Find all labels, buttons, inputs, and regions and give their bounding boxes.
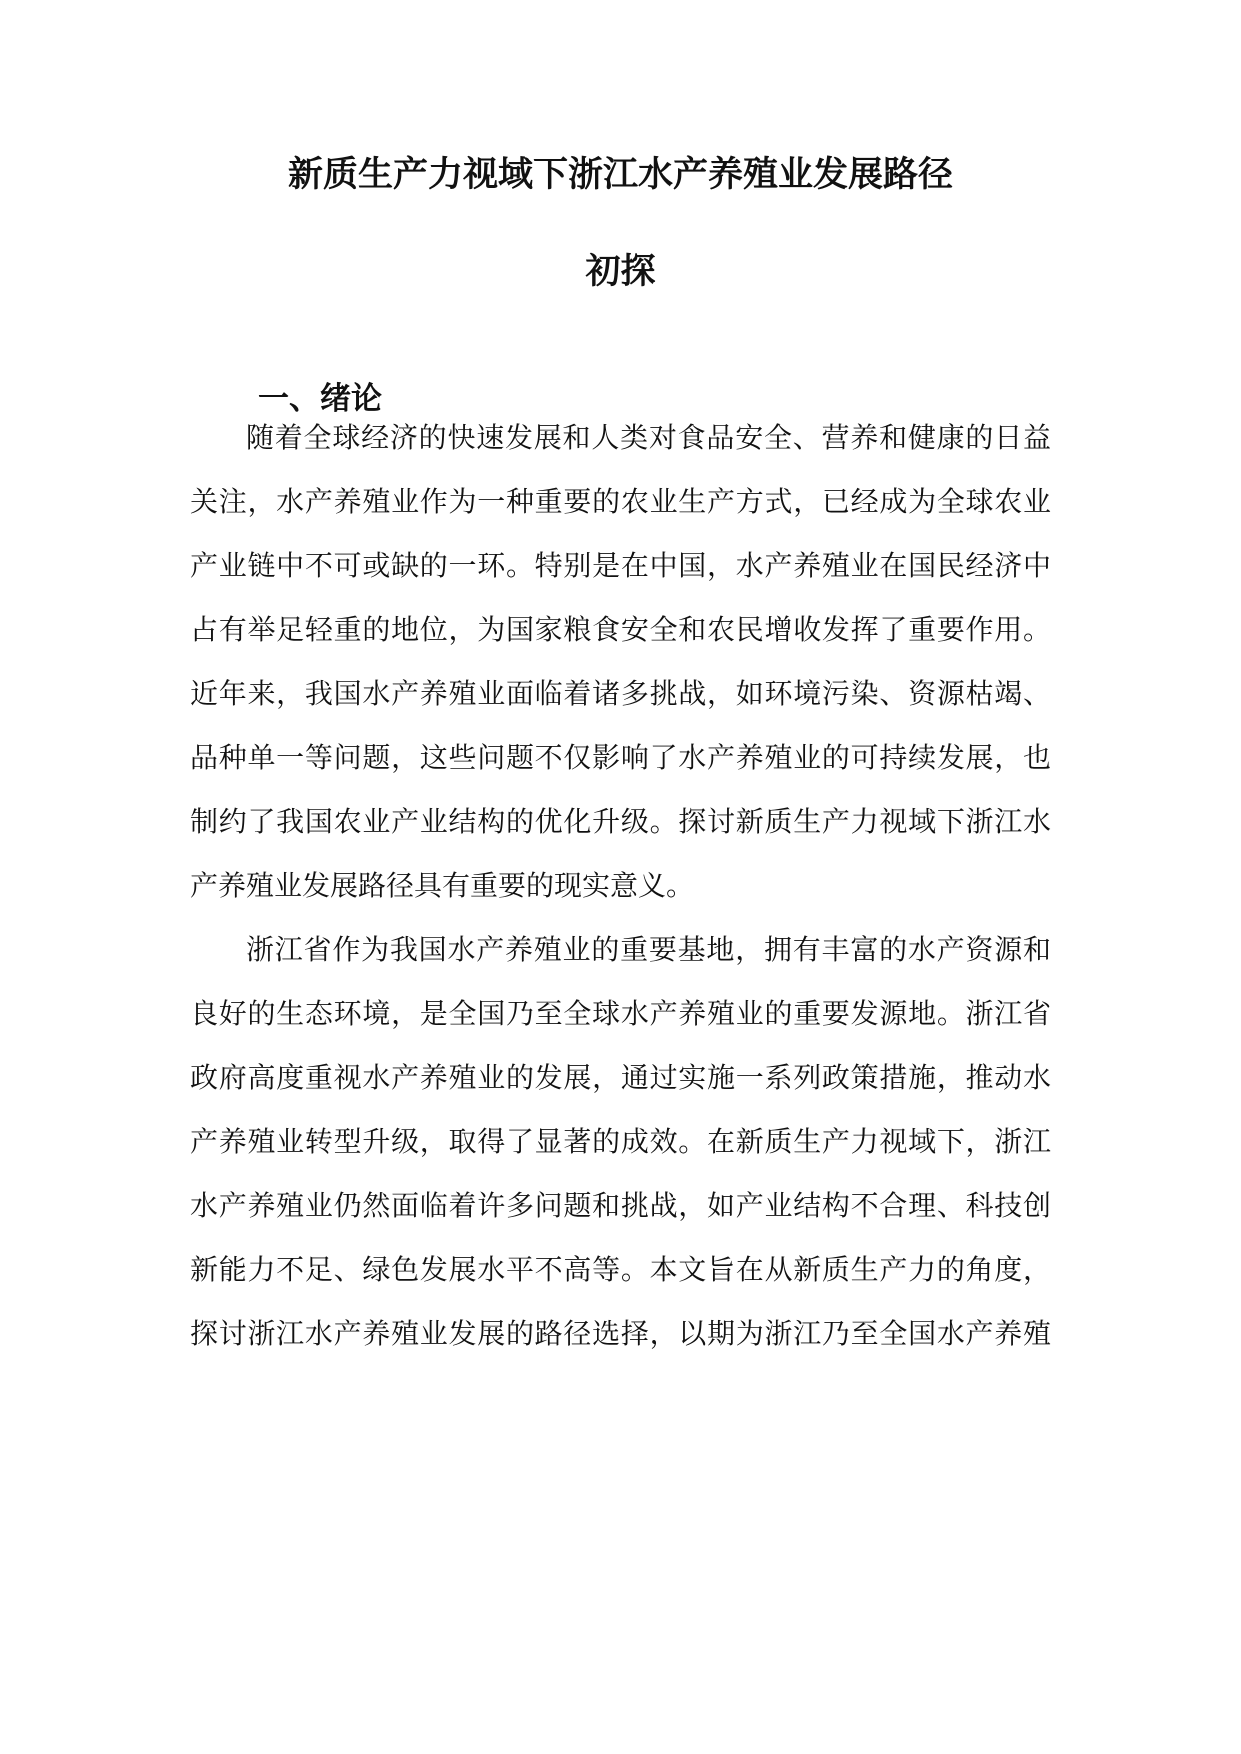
paragraph-2-line-5: 水产养殖业仍然面临着许多问题和挑战，如产业结构不合理、科技创 — [190, 1189, 1051, 1222]
paragraph-1-line-3: 产业链中不可或缺的一环。特别是在中国，水产养殖业在国民经济中 — [190, 549, 1051, 582]
paragraph-2-line-7: 探讨浙江水产养殖业发展的路径选择，以期为浙江乃至全国水产养殖 — [190, 1317, 1051, 1350]
paragraph-1-line-7: 制约了我国农业产业结构的优化升级。探讨新质生产力视域下浙江水 — [190, 805, 1051, 838]
paragraph-2-line-2: 良好的生态环境，是全国乃至全球水产养殖业的重要发源地。浙江省 — [190, 997, 1051, 1030]
paragraph-1-line-6: 品种单一等问题，这些问题不仅影响了水产养殖业的可持续发展，也 — [190, 741, 1051, 774]
document-title-line-1: 新质生产力视域下浙江水产养殖业发展路径 — [287, 155, 953, 195]
paragraph-2-line-6: 新能力不足、绿色发展水平不高等。本文旨在从新质生产力的角度， — [190, 1253, 1051, 1286]
paragraph-2-line-4: 产养殖业转型升级，取得了显著的成效。在新质生产力视域下，浙江 — [190, 1125, 1051, 1158]
paragraph-2-line-3: 政府高度重视水产养殖业的发展，通过实施一系列政策措施，推动水 — [190, 1061, 1051, 1094]
paragraph-1-line-4: 占有举足轻重的地位，为国家粮食安全和农民增收发挥了重要作用。 — [190, 613, 1051, 646]
paragraph-1-line-2: 关注，水产养殖业作为一种重要的农业生产方式，已经成为全球农业 — [190, 485, 1051, 518]
paragraph-1-line-5: 近年来，我国水产养殖业面临着诸多挑战，如环境污染、资源枯竭、 — [190, 677, 1051, 710]
section-heading: 一、绪论 — [258, 381, 382, 417]
paragraph-1-line-8: 产养殖业发展路径具有重要的现实意义。 — [190, 869, 695, 902]
document-title-line-2: 初探 — [585, 252, 656, 292]
paragraph-2-line-1: 浙江省作为我国水产养殖业的重要基地，拥有丰富的水产资源和 — [246, 933, 1051, 966]
paragraph-1-line-1: 随着全球经济的快速发展和人类对食品安全、营养和健康的日益 — [246, 421, 1051, 454]
